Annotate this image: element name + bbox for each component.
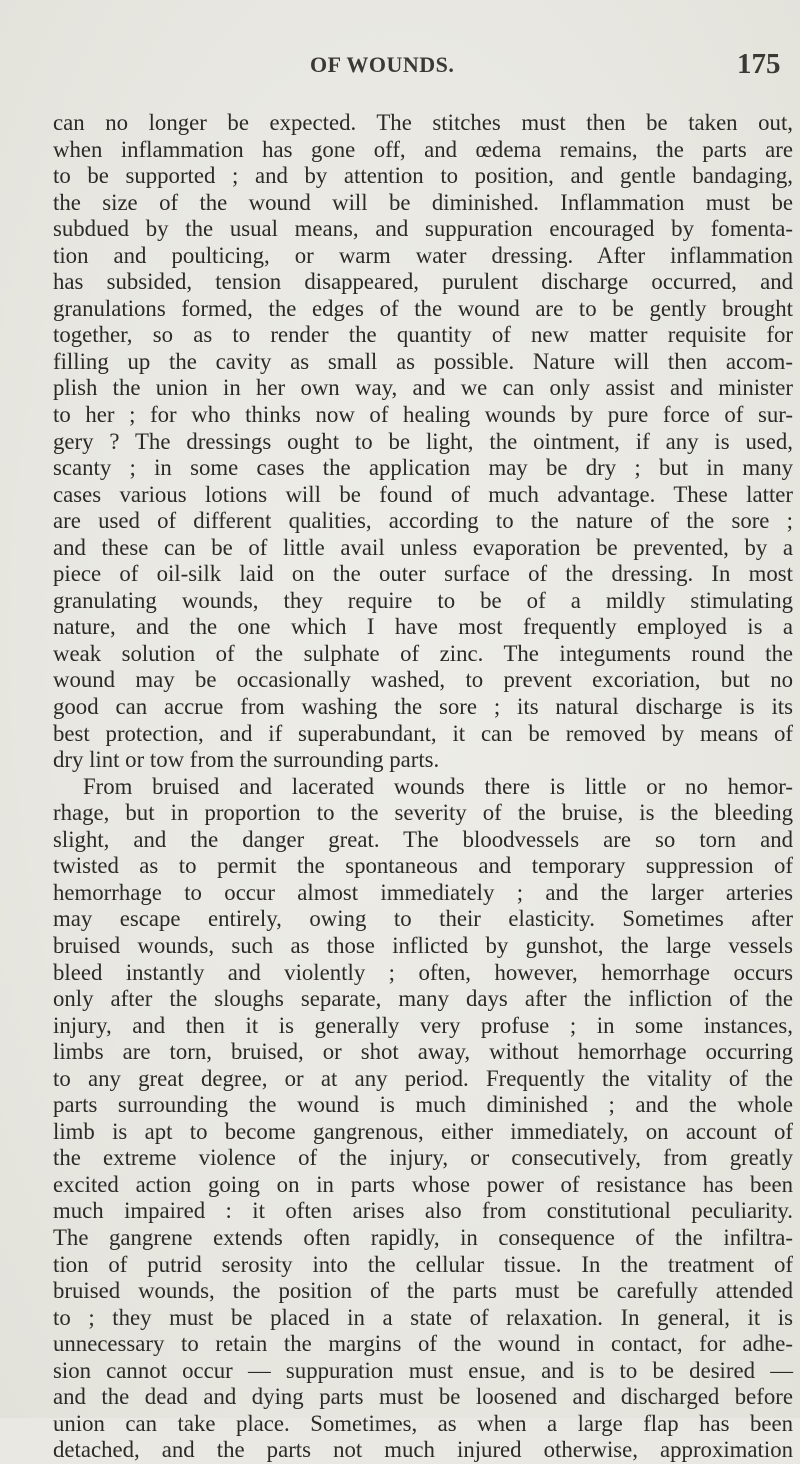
text-line: slight, and the danger great. The bloodvessels are so torn and [53, 826, 793, 852]
text-line: filling up the cavity as small as possible. Nature will then accom- [53, 348, 793, 374]
text-line: the size of the wound will be diminished. Inflammation must be [53, 189, 793, 215]
text-line: nature, and the one which I have most frequently employed is a [53, 614, 793, 640]
text-line: limb is apt to become gangrenous, either immediately, on account of [53, 1118, 793, 1144]
text-line: bruised wounds, the position of the parts must be carefully attended [53, 1278, 793, 1304]
text-line: are used of different qualities, according to the nature of the sore ; [53, 508, 793, 534]
text-line: when inflammation has gone off, and œdema remains, the parts are [53, 136, 793, 162]
text-line: piece of oil-silk laid on the outer surface of the dressing. In most [53, 561, 793, 587]
text-line: good can accrue from washing the sore ; its natural discharge is its [53, 694, 793, 720]
text-line: and the dead and dying parts must be loosened and discharged before [53, 1384, 793, 1410]
text-line: to ; they must be placed in a state of relaxation. In general, it is [53, 1304, 793, 1330]
text-line: scanty ; in some cases the application may be dry ; but in many [53, 455, 793, 481]
text-line: best protection, and if superabundant, it can be removed by means of [53, 720, 793, 746]
text-line: much impaired : it often arises also from constitutional peculiarity. [53, 1198, 793, 1224]
page-header [0, 44, 800, 84]
text-line: granulations formed, the edges of the wound are to be gently brought [53, 295, 793, 321]
text-line: excited action going on in parts whose power of resistance has been [53, 1171, 793, 1197]
text-line: to be supported ; and by attention to position, and gentle bandaging, [53, 163, 793, 189]
text-line: unnecessary to retain the margins of the wound in contact, for adhe- [53, 1331, 793, 1357]
text-line: together, so as to render the quantity of new matter requisite for [53, 322, 793, 348]
text-line: rhage, but in proportion to the severity of the bruise, is the bleeding [53, 800, 793, 826]
text-line: union can take place. Sometimes, as when a large flap has been [53, 1410, 793, 1436]
text-line: wound may be occasionally washed, to prevent excoriation, but no [53, 667, 793, 693]
text-line: may escape entirely, owing to their elasticity. Sometimes after [53, 906, 793, 932]
text-line: limbs are torn, bruised, or shot away, without hemorrhage occurring [53, 1039, 793, 1065]
page-number: 175 [737, 48, 781, 80]
text-line: can no longer be expected. The stitches must then be taken out, [53, 110, 793, 135]
text-line: plish the union in her own way, and we can only assist and minister [53, 375, 793, 401]
text-line: injury, and then it is generally very profuse ; in some instances, [53, 1012, 793, 1038]
text-line: has subsided, tension disappeared, purulent discharge occurred, and [53, 269, 793, 295]
text-line: The gangrene extends often rapidly, in consequence of the infiltra- [53, 1224, 793, 1250]
text-line: and these can be of little avail unless evaporation be prevented, by a [53, 534, 793, 560]
text-line: weak solution of the sulphate of zinc. The integuments round the [53, 640, 793, 666]
text-line: detached, and the parts not much injured otherwise, approximation [53, 1437, 793, 1463]
text-line: bleed instantly and violently ; often, however, hemorrhage occurs [53, 959, 793, 985]
text-line: gery ? The dressings ought to be light, the ointment, if any is used, [53, 428, 793, 454]
text-line: the extreme violence of the injury, or consecutively, from greatly [53, 1145, 793, 1171]
text-line: hemorrhage to occur almost immediately ; and the larger arteries [53, 879, 793, 905]
running-head: OF WOUNDS. [310, 52, 455, 77]
text-line: granulating wounds, they require to be of a mildly stimulating [53, 587, 793, 613]
text-line: bruised wounds, such as those inflicted by gunshot, the large vessels [53, 932, 793, 958]
text-line: tion of putrid serosity into the cellular tissue. In the treatment of [53, 1251, 793, 1277]
text-line: to any great degree, or at any period. Frequently the vitality of the [53, 1065, 793, 1091]
text-line: only after the sloughs separate, many days after the infliction of the [53, 986, 793, 1012]
text-line: twisted as to permit the spontaneous and temporary suppression of [53, 853, 793, 879]
text-line: sion cannot occur — suppuration must ensue, and is to be desired — [53, 1357, 793, 1383]
text-line: tion and poulticing, or warm water dressing. After inflammation [53, 242, 793, 268]
paragraph-end-line: dry lint or tow from the surrounding parts. [53, 747, 440, 773]
text-line: to her ; for who thinks now of healing wounds by pure force of sur- [53, 402, 793, 428]
paragraph-start-line: From bruised and lacerated wounds there is little or no hemor- [83, 773, 793, 799]
text-line: cases various lotions will be found of much advantage. These latter [53, 481, 793, 507]
text-line: parts surrounding the wound is much diminished ; and the whole [53, 1092, 793, 1118]
text-line: subdued by the usual means, and suppuration encouraged by fomenta- [53, 216, 793, 242]
body-text [53, 110, 793, 1464]
